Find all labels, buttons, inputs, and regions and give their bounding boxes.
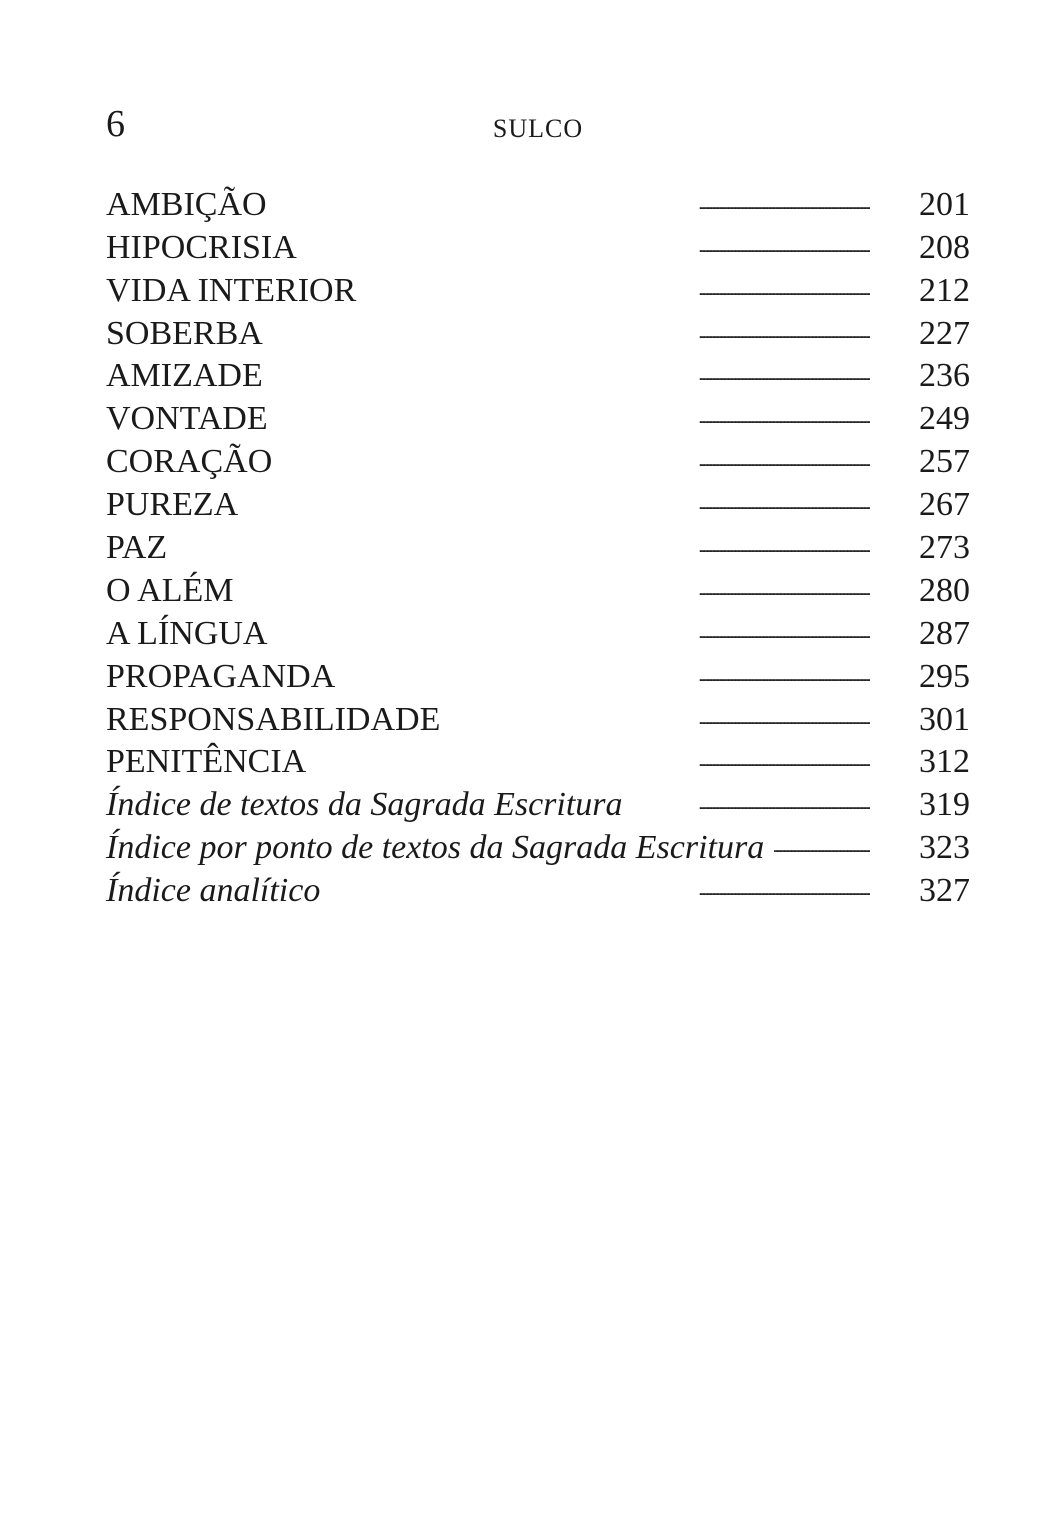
toc-entry-title: CORAÇÃO xyxy=(106,443,273,481)
toc-entry-title: PUREZA xyxy=(106,486,239,524)
toc-entry xyxy=(106,558,970,609)
toc-entry-title: Índice analítico xyxy=(106,872,321,910)
toc-entry-title: O ALÉM xyxy=(106,571,234,609)
toc-dot-leader xyxy=(450,687,870,730)
toc-entry-title: Índice de textos da Sagrada Escritura xyxy=(106,786,623,824)
toc-dot-leader xyxy=(366,258,870,301)
toc-dot-leader xyxy=(277,601,870,644)
toc-entry-title: Índice por ponto de textos da Sagrada Escritura xyxy=(106,829,765,867)
toc-entry-page: 208 xyxy=(919,228,970,266)
page-number: 6 xyxy=(106,103,125,145)
toc-dot-leader xyxy=(273,344,870,387)
toc-entry-page: 295 xyxy=(919,657,970,695)
toc-entry-title: PENITÊNCIA xyxy=(106,743,307,781)
toc-entry-page: 273 xyxy=(919,529,970,567)
toc-dot-leader xyxy=(330,858,870,901)
toc-dot-leader xyxy=(307,215,870,258)
table-of-contents xyxy=(106,172,970,910)
toc-entry-page: 301 xyxy=(919,700,970,738)
toc-entry-page: 280 xyxy=(919,571,970,609)
toc-dot-leader xyxy=(278,386,870,429)
toc-dot-leader xyxy=(633,772,870,815)
toc-entry-page: 201 xyxy=(919,185,970,223)
toc-entry-title: HIPOCRISIA xyxy=(106,228,297,266)
toc-dot-leader xyxy=(273,301,870,344)
toc-entry-page: 212 xyxy=(919,271,970,309)
toc-entry xyxy=(106,515,970,567)
toc-entry-title: PROPAGANDA xyxy=(106,657,336,695)
toc-entry-title: VONTADE xyxy=(106,400,268,438)
toc-dot-leader xyxy=(177,515,870,558)
toc-entry-title: A LÍNGUA xyxy=(106,614,268,652)
running-head: SULCO xyxy=(492,114,584,143)
toc-dot-leader xyxy=(316,730,870,773)
toc-entry-page: 287 xyxy=(919,614,970,652)
toc-entry-title: PAZ xyxy=(106,529,168,567)
toc-entry-title: AMBIÇÃO xyxy=(106,185,267,223)
toc-dot-leader xyxy=(244,558,871,601)
toc-dot-leader xyxy=(774,815,870,858)
toc-entry-page: 227 xyxy=(919,314,970,352)
toc-entry-title: SOBERBA xyxy=(106,314,263,352)
toc-entry-title: RESPONSABILIDADE xyxy=(106,700,441,738)
toc-entry-page: 257 xyxy=(919,443,970,481)
toc-entry-page: 236 xyxy=(919,357,970,395)
toc-dot-leader xyxy=(277,172,870,215)
toc-entry-page: 319 xyxy=(919,786,970,824)
toc-entry-page: 327 xyxy=(919,872,970,910)
toc-entry-page: 249 xyxy=(919,400,970,438)
toc-dot-leader xyxy=(282,429,870,472)
toc-entry-title: VIDA INTERIOR xyxy=(106,271,357,309)
toc-entry-title: AMIZADE xyxy=(106,357,263,395)
toc-dot-leader xyxy=(345,644,870,687)
toc-entry-page: 323 xyxy=(919,829,970,867)
toc-entry-page: 267 xyxy=(919,486,970,524)
toc-entry xyxy=(106,172,970,223)
toc-dot-leader xyxy=(248,472,870,515)
toc-entry-page: 312 xyxy=(919,743,970,781)
